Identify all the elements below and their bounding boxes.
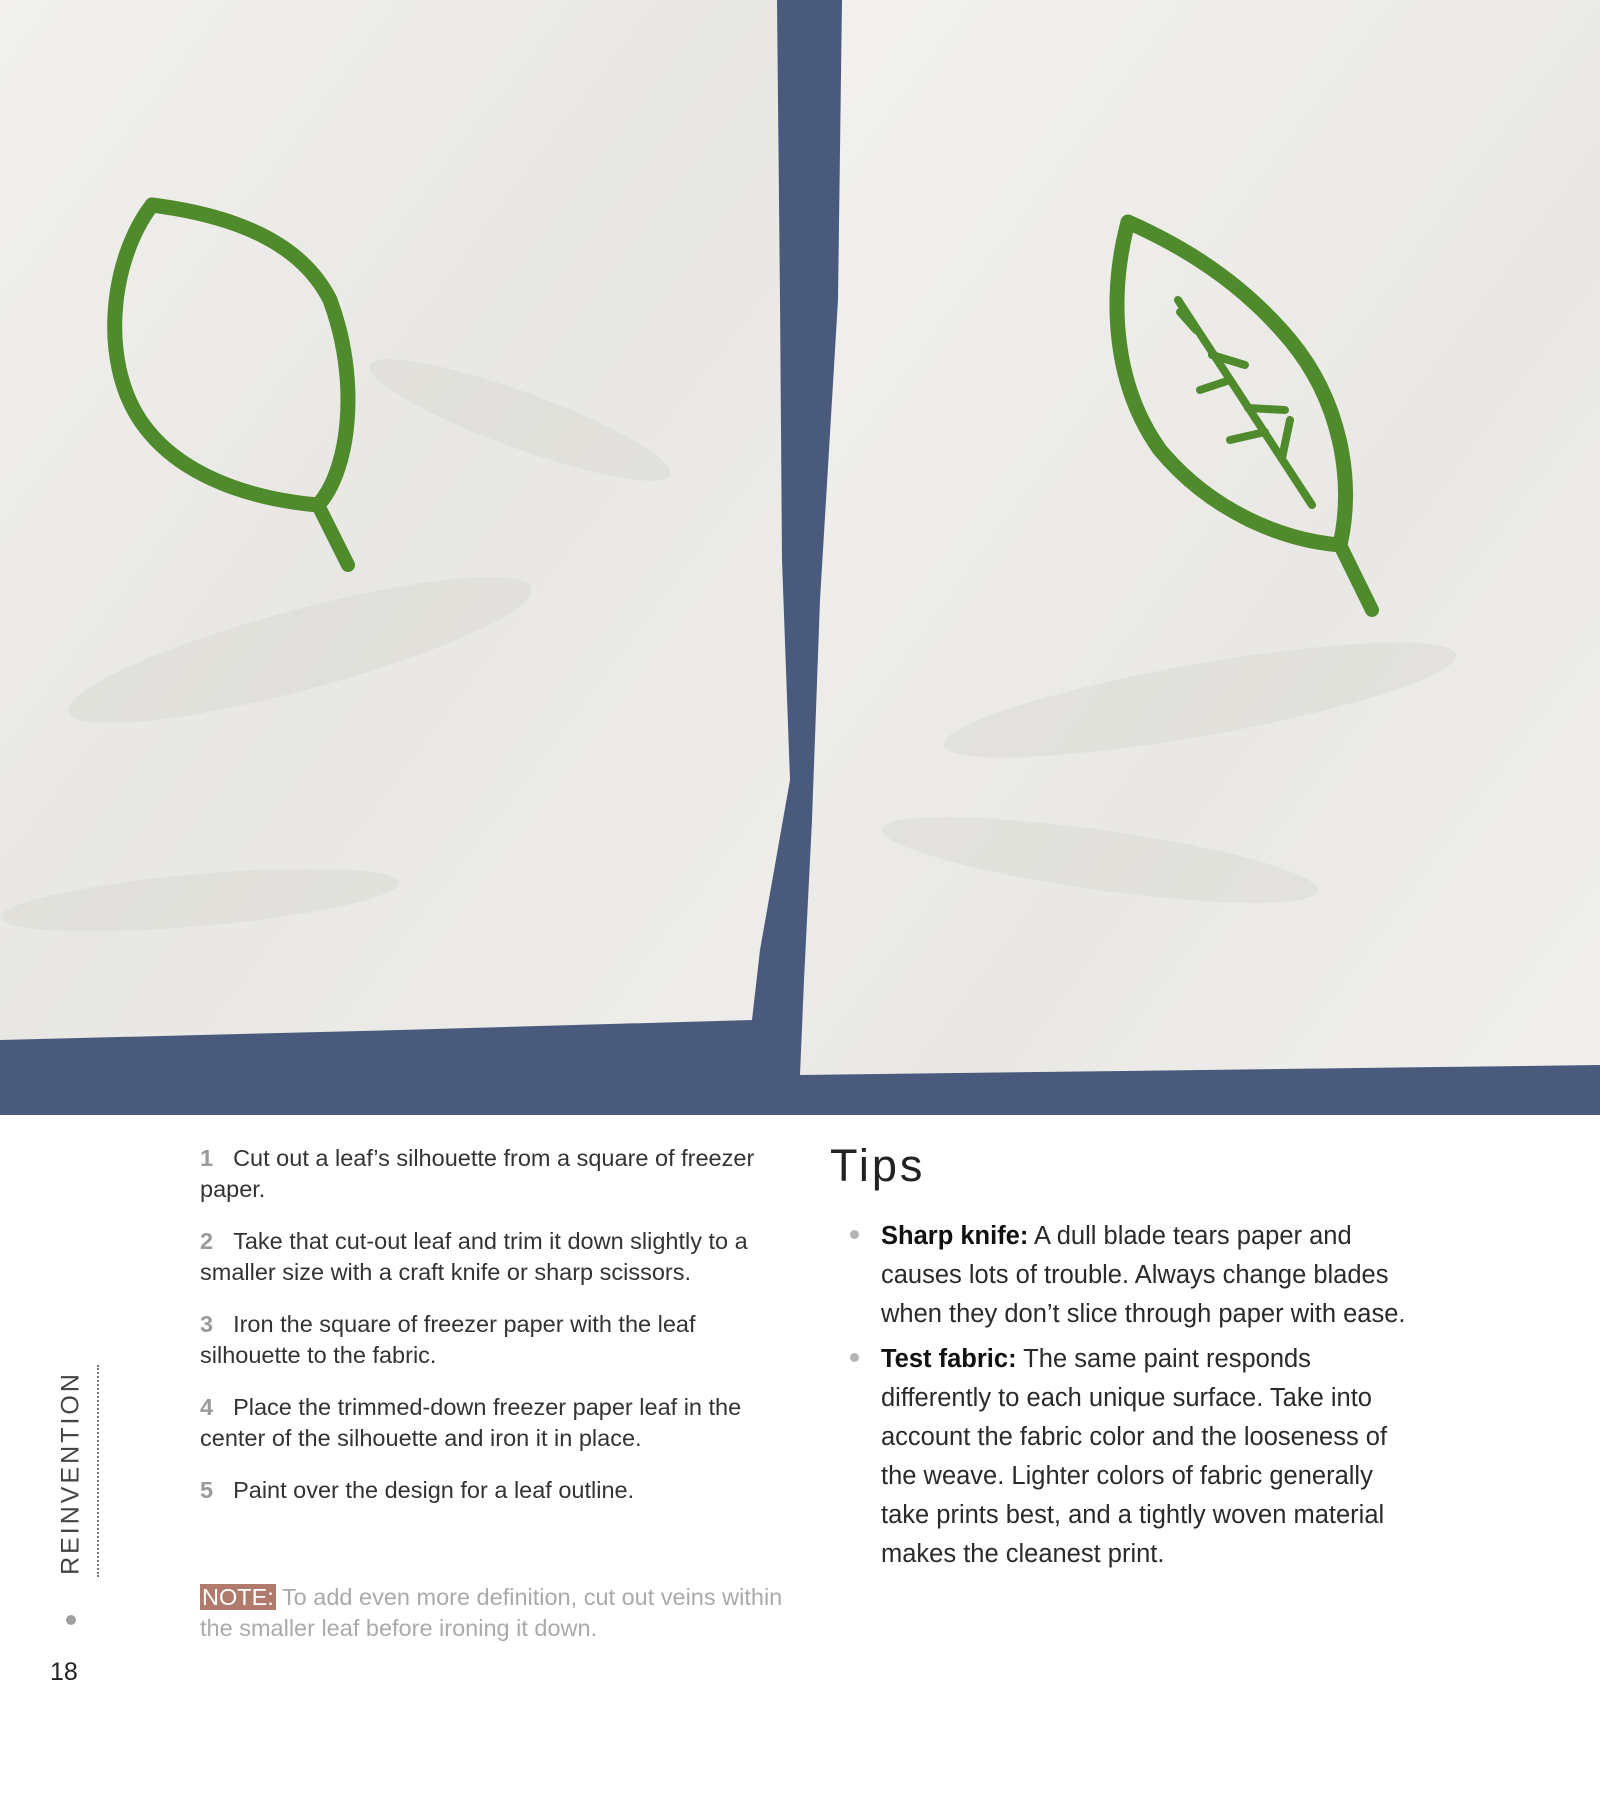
page-number: 18	[50, 1658, 78, 1686]
tip-text: The same paint responds differently to each unique surface. Take into account the fabric color and the looseness of the weave. Lighter colors of fabric generally take prints best, and a tightly woven material makes the cleanest print.	[881, 1345, 1388, 1568]
step-number: 3	[200, 1311, 214, 1337]
step-3	[200, 1309, 780, 1371]
step-number: 1	[200, 1145, 214, 1171]
step-text: Iron the square of freezer paper with the leaf silhouette to the fabric.	[200, 1311, 696, 1368]
tips-list	[830, 1217, 1410, 1580]
note-label: NOTE:	[202, 1584, 274, 1610]
bullet-icon	[850, 1230, 859, 1239]
step-number: 2	[200, 1228, 214, 1254]
right-fabric-panel	[800, 0, 1600, 1075]
step-number: 4	[200, 1394, 214, 1420]
step-5	[200, 1475, 780, 1506]
section-label-text: REINVENTION	[56, 1370, 85, 1575]
step-text: Cut out a leaf’s silhouette from a square of freezer paper.	[200, 1145, 755, 1202]
step-number: 5	[200, 1477, 214, 1503]
instruction-steps	[200, 1143, 780, 1527]
dot-ornament-icon	[66, 1615, 76, 1625]
tips-heading: Tips	[830, 1140, 926, 1191]
note-text: To add even more definition, cut out veins within the smaller leaf before ironing it down.	[200, 1584, 783, 1641]
step-2	[200, 1226, 780, 1288]
step-4	[200, 1392, 780, 1454]
tip-term: Test fabric:	[881, 1345, 1017, 1373]
tip-item	[830, 1217, 1410, 1334]
dotted-divider	[97, 1365, 99, 1577]
bullet-icon	[850, 1353, 859, 1362]
step-text: Take that cut-out leaf and trim it down slightly to a smaller size with a craft knife or sharp scissors.	[200, 1228, 748, 1285]
step-text: Paint over the design for a leaf outline.	[233, 1477, 635, 1503]
note-callout	[200, 1582, 790, 1644]
step-1	[200, 1143, 780, 1205]
tip-term: Sharp knife:	[881, 1222, 1029, 1250]
tip-item	[830, 1340, 1410, 1574]
tip-text: A dull blade tears paper and causes lots of trouble. Always change blades when they don’t slice through paper with ease.	[881, 1222, 1406, 1328]
section-label	[53, 1365, 89, 1580]
step-text: Place the trimmed-down freezer paper leaf in the center of the silhouette and iron it in place.	[200, 1394, 742, 1451]
